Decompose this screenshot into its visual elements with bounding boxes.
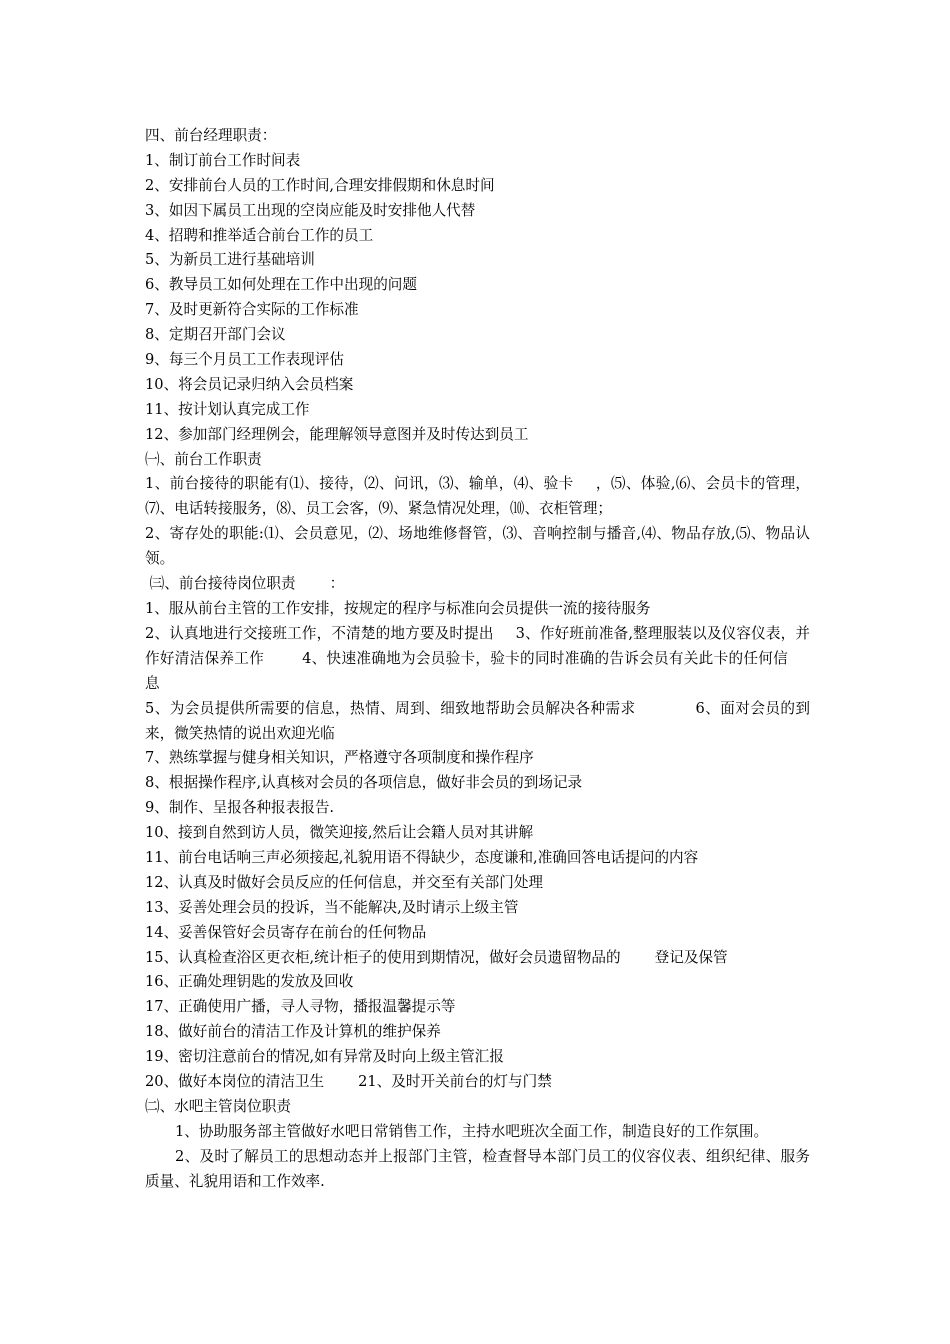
list-item: 1、制订前台工作时间表: [145, 151, 301, 169]
reception-item-4b: 息: [145, 674, 160, 692]
list-item: 19、密切注意前台的情况,如有异常及时向上级主管汇报: [145, 1048, 504, 1066]
list-item: 7、熟练掌握与健身相关知识，严格遵守各项制度和操作程序: [145, 749, 534, 767]
front-desk-item-1-part-b: ，⑸、体验,⑹、会员卡的管理，⑺、电话转接服务，⑻、员工会客，⑼、紧急情况处理，⑽、衣柜管理；: [145, 475, 810, 518]
reception-item-5: 5、为会员提供所需要的信息，热情、周到、细致地帮助会员解决各种需求: [145, 699, 636, 717]
list-item: 3、如因下属员工出现的空岗应能及时安排他人代替: [145, 201, 476, 219]
reception-item-15a: 15、认真检查浴区更衣柜,统计柜子的使用到期情况，做好会员遗留物品的: [145, 948, 621, 966]
section-heading-reception-colon: ：: [329, 575, 345, 593]
reception-item-4a: 4、快速准确地为会员验卡，验卡的同时准确的告诉会员有关此卡的任何信: [302, 649, 788, 667]
reception-items-20-21: [145, 1070, 810, 1095]
list-item: 9、每三个月员工工作表现评估: [145, 351, 345, 369]
section-heading-reception-text: ㈢、前台接待岗位职责: [149, 575, 296, 593]
list-item: 12、参加部门经理例会，能理解领导意图并及时传达到员工: [145, 425, 529, 443]
reception-item-20: 20、做好本岗位的清洁卫生: [145, 1072, 325, 1090]
list-item: 17、正确使用广播，寻人寻物，播报温馨提示等: [145, 998, 456, 1016]
list-item: 2、安排前台人员的工作时间,合理安排假期和休息时间: [145, 176, 495, 194]
reception-item-6: 6、面对会员的到来，微笑热情的说出欢迎光临: [145, 699, 810, 742]
list-item: 8、定期召开部门会议: [145, 326, 286, 344]
list-item: 18、做好前台的清洁工作及计算机的维护保养: [145, 1023, 441, 1041]
list-item: 12、认真及时做好会员反应的任何信息，并交至有关部门处理: [145, 873, 544, 891]
document-page: [145, 124, 810, 1194]
section-heading-bar: ㈡、水吧主管岗位职责: [145, 1097, 291, 1115]
list-item: 11、按计划认真完成工作: [145, 400, 310, 418]
list-item: 11、前台电话响三声必须接起,礼貌用语不得缺少，态度谦和,准确回答电话提问的内容: [145, 848, 699, 866]
list-item: 8、根据操作程序,认真核对会员的各项信息，做好非会员的到场记录: [145, 774, 583, 792]
list-item: 6、教导员工如何处理在工作中出现的问题: [145, 276, 417, 294]
bar-item-2: 2、及时了解员工的思想动态并上报部门主管，检查督导本部门员工的仪容仪表、组织纪律、服务质量、礼貌用语和工作效率.: [145, 1147, 810, 1190]
list-item: 16、正确处理钥匙的发放及回收: [145, 973, 354, 991]
reception-items-2-4: [145, 622, 810, 697]
list-item: 1、服从前台主管的工作安排，按规定的程序与标准向会员提供一流的接待服务: [145, 599, 651, 617]
list-item: 9、制作、呈报各种报表报告.: [145, 799, 335, 817]
list-item: 10、接到自然到访人员，微笑迎接,然后让会籍人员对其讲解: [145, 824, 534, 842]
reception-item-15b: 登记及保管: [654, 948, 728, 966]
list-item: 5、为新员工进行基础培训: [145, 251, 315, 269]
section-heading-front-desk: ㈠、前台工作职责: [145, 450, 262, 468]
front-desk-item-1-part-a: 1、前台接待的职能有⑴、接待，⑵、问讯，⑶、输单，⑷、验卡: [145, 475, 574, 493]
list-item: 4、招聘和推举适合前台工作的员工: [145, 226, 374, 244]
front-desk-item-1: [145, 472, 810, 522]
section-heading-manager: 四、前台经理职责：: [145, 127, 277, 144]
reception-item-15: [145, 946, 810, 971]
list-item: 10、将会员记录归纳入会员档案: [145, 375, 354, 393]
reception-item-21: 21、及时开关前台的灯与门禁: [358, 1072, 552, 1090]
list-item: 13、妥善处理会员的投诉，当不能解决,及时请示上级主管: [145, 898, 519, 916]
front-desk-item-2: 2、寄存处的职能:⑴、会员意见，⑵、场地维修督管，⑶、音响控制与播音,⑷、物品存放,⑸、物品认领。: [145, 525, 810, 568]
list-item: 7、及时更新符合实际的工作标准: [145, 301, 359, 319]
reception-item-2: 2、认真地进行交接班工作，不清楚的地方要及时提出: [145, 624, 494, 642]
list-item: 14、妥善保管好会员寄存在前台的任何物品: [145, 923, 427, 941]
reception-item-3: 3、作好班前准备,整理服装以及仪容仪表，并作好清洁保养工作: [145, 624, 810, 667]
reception-items-5-6: [145, 697, 810, 747]
bar-item-1: 1、协助服务部主管做好水吧日常销售工作，主持水吧班次全面工作，制造良好的工作氛围。: [175, 1122, 769, 1140]
section-heading-reception: [145, 572, 810, 597]
